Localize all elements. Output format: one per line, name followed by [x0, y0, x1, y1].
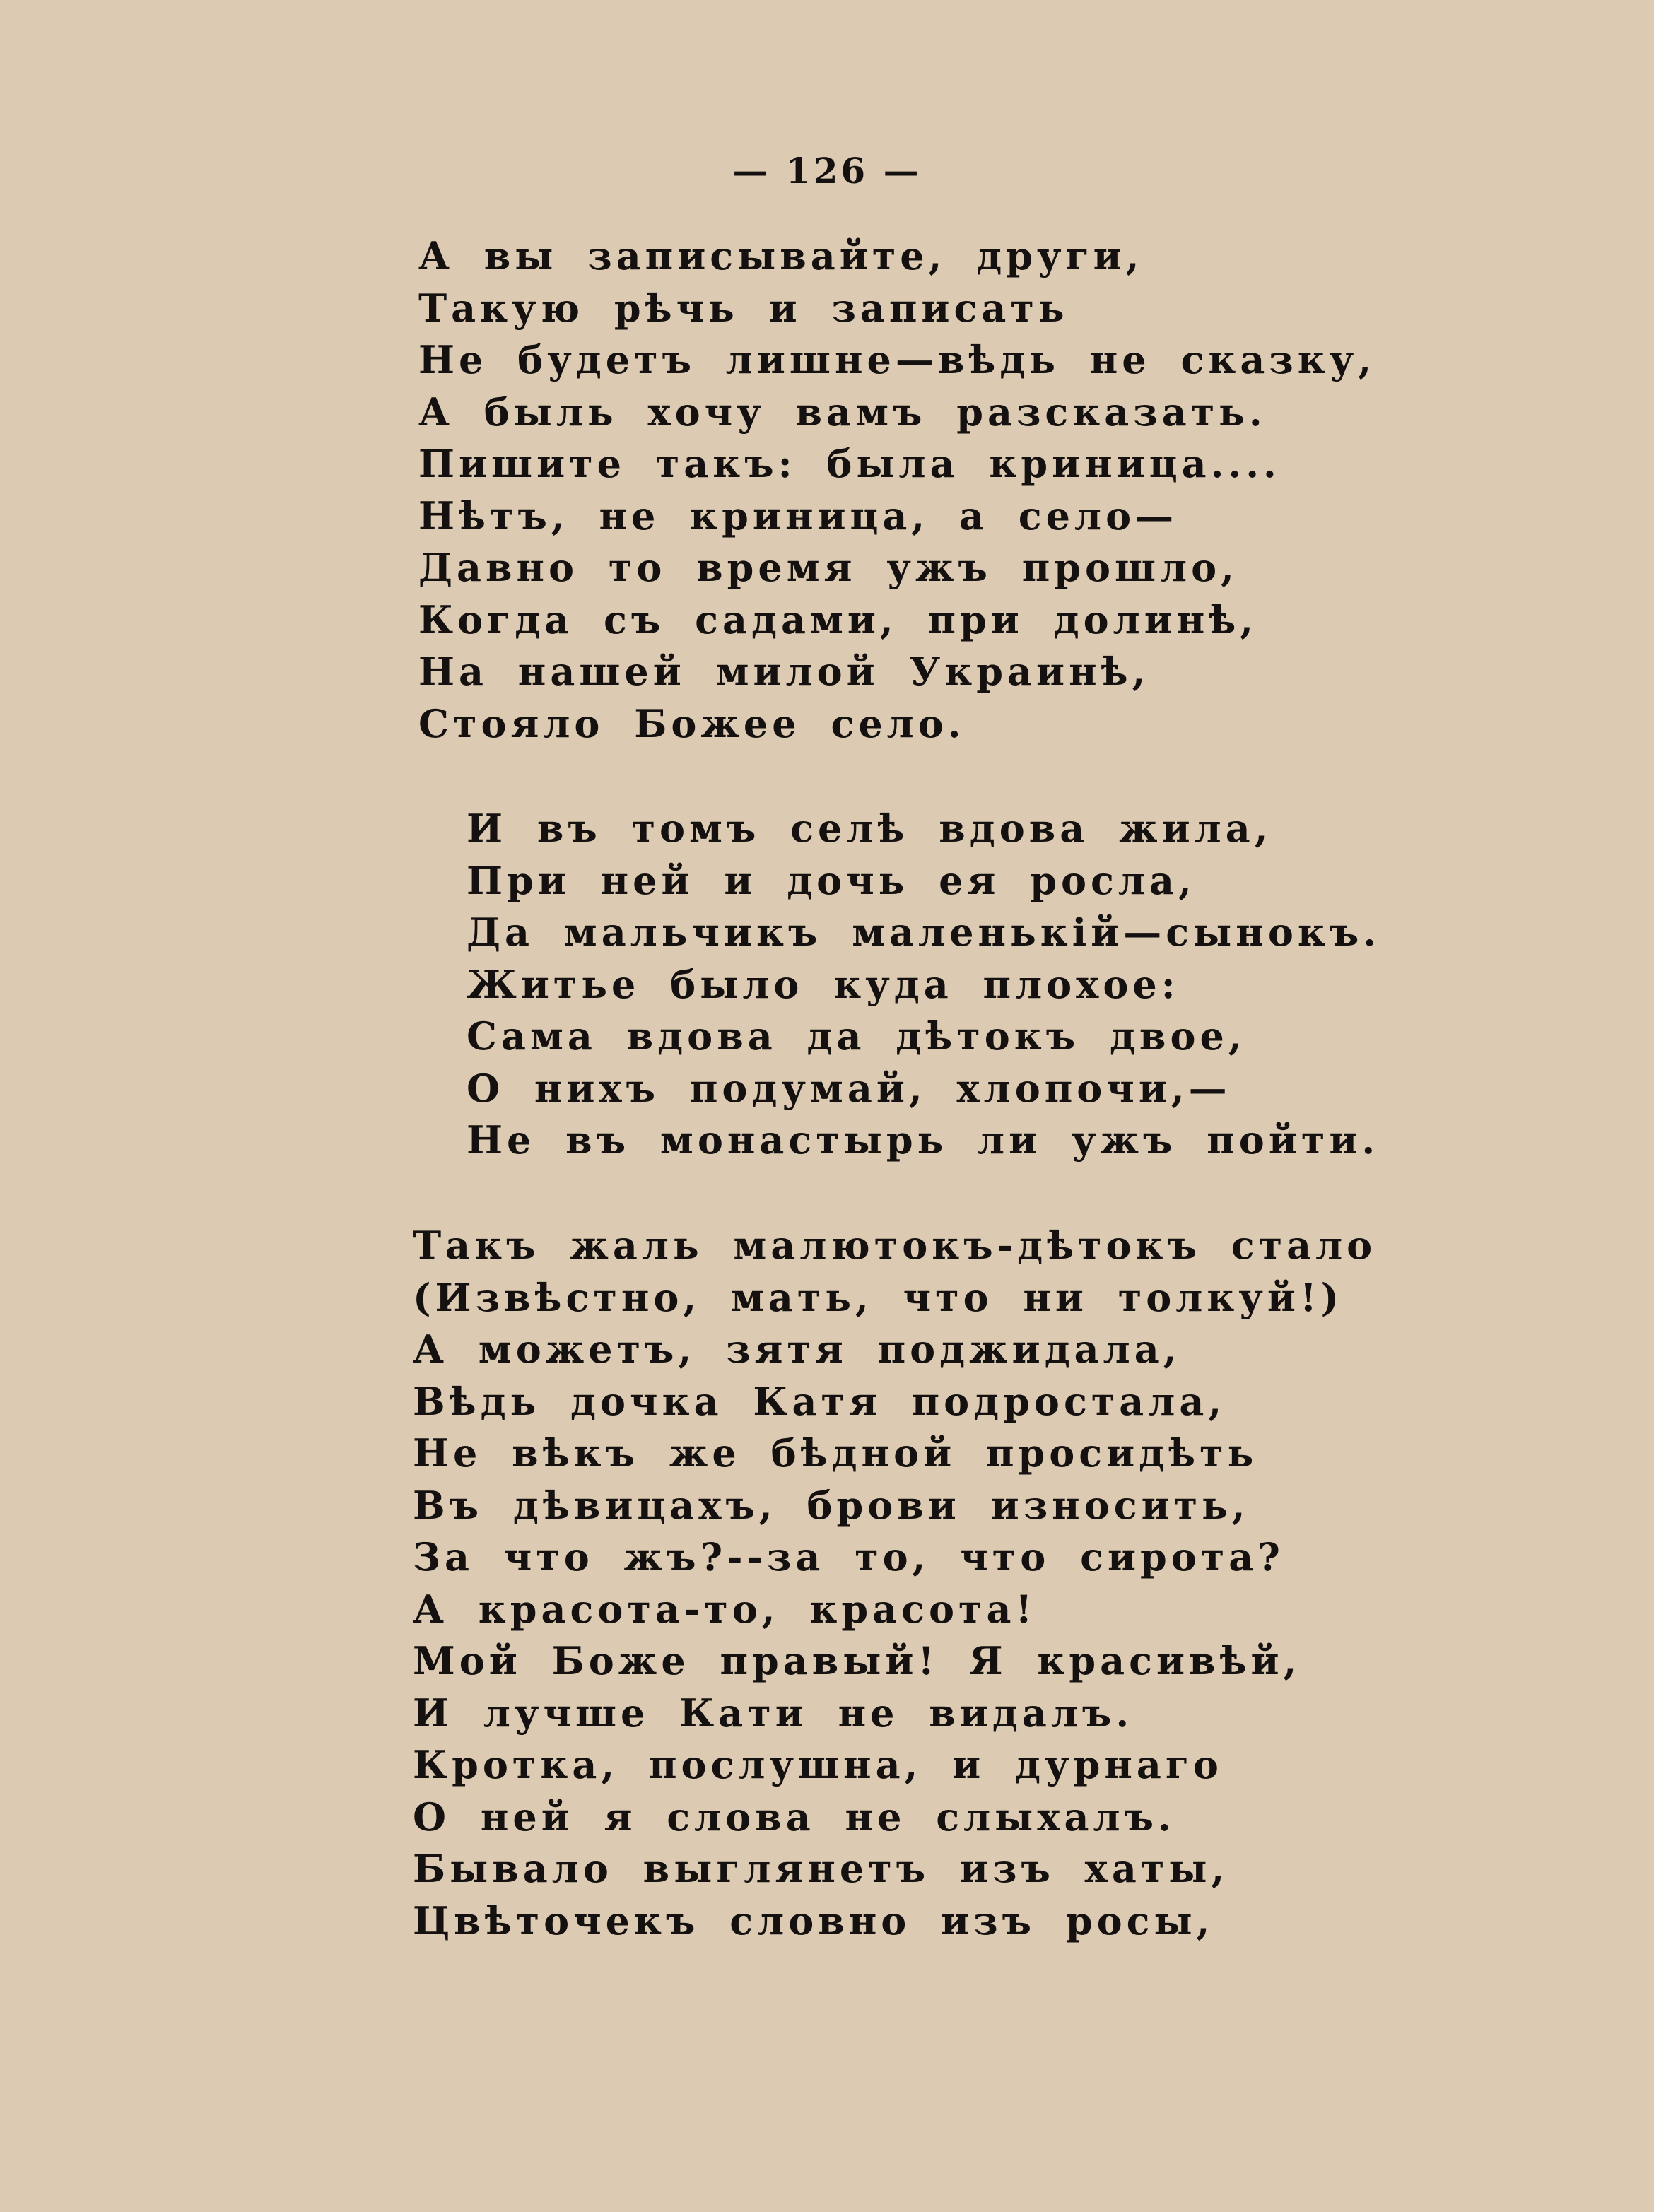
- verse-line: И въ томъ селѣ вдова жила,: [467, 806, 1272, 851]
- verse-line: Сама вдова да дѣтокъ двое,: [467, 1013, 1246, 1059]
- verse-line: Когда съ садами, при долинѣ,: [418, 596, 1258, 642]
- verse-line: О ней я слова не слыхалъ.: [413, 1794, 1175, 1840]
- verse-line: Цвѣточекъ словно изъ росы,: [413, 1898, 1214, 1943]
- verse-line: Такъ жаль малютокъ-дѣтокъ стало: [413, 1223, 1377, 1268]
- verse-line: Такую рѣчь и записать: [418, 285, 1069, 331]
- verse-line: При ней и дочь ея росла,: [467, 857, 1196, 903]
- verse-line: Кротка, послушна, и дурнаго: [413, 1742, 1223, 1787]
- verse-line: Въ дѣвицахъ, брови износить,: [413, 1482, 1250, 1528]
- verse-line: Да мальчикъ маленькій—сынокъ.: [467, 910, 1381, 955]
- verse-line: Не вѣкъ же бѣдной просидѣть: [413, 1430, 1258, 1476]
- verse-line: А быль хочу вамъ разсказать.: [418, 389, 1267, 435]
- verse-line: Не въ монастырь ли ужъ пойти.: [467, 1117, 1380, 1163]
- verse-line: А можетъ, зятя поджидала,: [413, 1326, 1181, 1372]
- verse-line: За что жъ?--за то, что сирота?: [413, 1534, 1284, 1579]
- verse-line: А вы записывайте, други,: [418, 233, 1144, 278]
- verse-line: Нѣтъ, не криница, а село—: [418, 493, 1178, 539]
- verse-line: Бывало выглянетъ изъ хаты,: [413, 1846, 1229, 1891]
- stanza-2: [467, 803, 1380, 1167]
- verse-line: О нихъ подумай, хлопочи,—: [467, 1065, 1231, 1111]
- verse-line: Мой Боже правый! Я красивѣй,: [413, 1638, 1301, 1683]
- verse-line: Вѣдь дочка Катя подростала,: [413, 1378, 1226, 1424]
- stanza-1: [418, 230, 1376, 750]
- verse-line: А красота-то, красота!: [413, 1586, 1037, 1632]
- verse-line: Не будетъ лишне—вѣдь не сказку,: [418, 337, 1376, 382]
- verse-line: И лучше Кати не видалъ.: [413, 1690, 1134, 1736]
- verse-line: На нашей милой Украинѣ,: [418, 649, 1150, 694]
- verse-line: Житье было куда плохое:: [467, 961, 1180, 1007]
- stanza-3: [413, 1220, 1376, 1947]
- verse-line: (Извѣстно, мать, что ни толкуй!): [413, 1274, 1344, 1320]
- verse-line: Пишите такъ: была криница....: [418, 441, 1281, 486]
- page-number: — 126 —: [732, 150, 922, 192]
- verse-line: Давно то время ужъ прошло,: [418, 545, 1238, 590]
- verse-line: Стояло Божее село.: [418, 700, 966, 746]
